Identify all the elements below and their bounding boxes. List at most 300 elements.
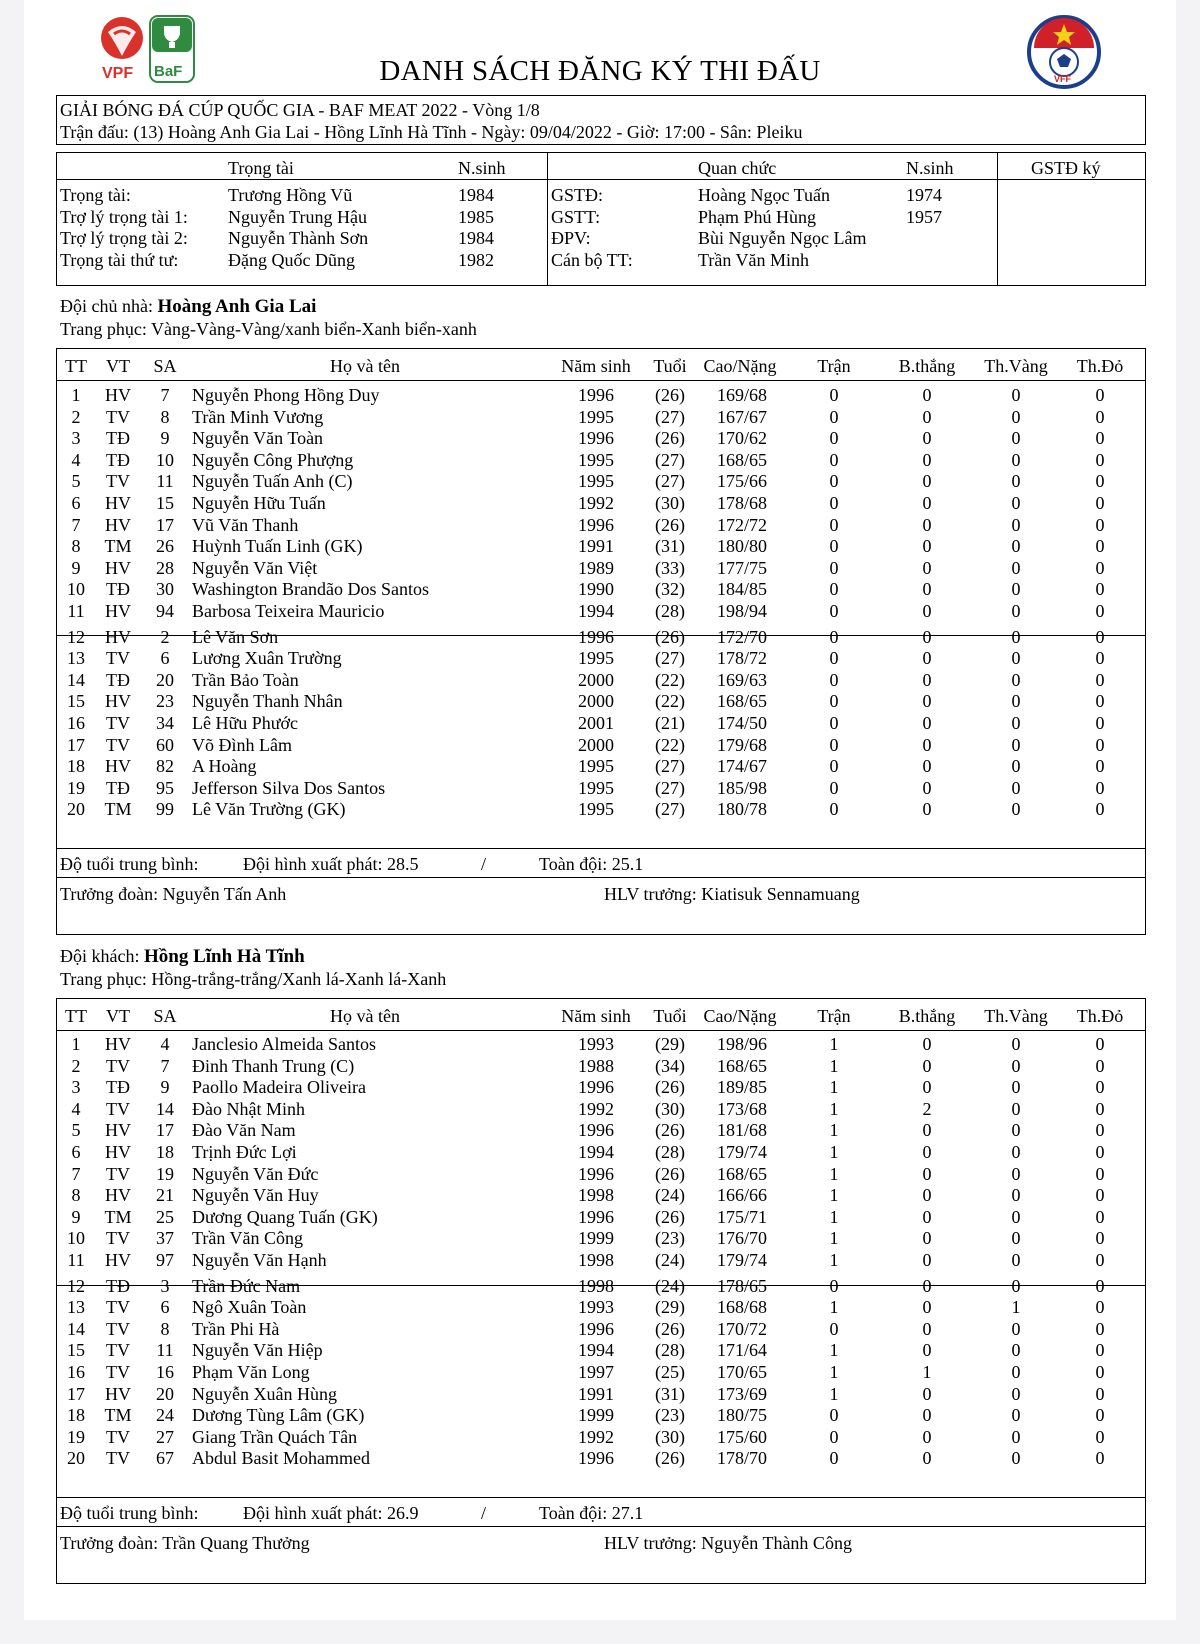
cell-matches: 0 — [829, 713, 839, 733]
cell-tt: 1 — [71, 1034, 81, 1054]
table-row — [0, 1426, 1200, 1448]
cell-name: Đào Văn Nam — [192, 1120, 296, 1141]
cell-tt: 3 — [71, 1077, 81, 1098]
cell-red: 0 — [1095, 1275, 1105, 1296]
cell-red: 0 — [1095, 557, 1105, 578]
cell-red: 0 — [1095, 406, 1105, 427]
table-row — [0, 535, 1200, 557]
officials-divider-2 — [997, 152, 998, 286]
cell-goals: 0 — [922, 1142, 932, 1162]
cell-age: (25) — [655, 1362, 685, 1382]
cell-yellow: 0 — [1011, 1142, 1021, 1162]
cell-sa: 6 — [160, 648, 170, 669]
vpf-logo-text: VPF — [102, 65, 134, 82]
cell-sa: 25 — [156, 1206, 174, 1227]
cell-tt: 4 — [71, 1098, 81, 1119]
cell-yellow: 0 — [1011, 713, 1021, 733]
cell-age: (28) — [655, 1340, 685, 1361]
cell-tt: 11 — [67, 601, 85, 621]
column-header-yellow: Th.Vàng — [984, 356, 1048, 376]
cell-name: Abdul Basit Mohammed — [192, 1448, 370, 1469]
cell-vt: TV — [106, 734, 130, 755]
cell-year: 1997 — [578, 1362, 614, 1382]
cell-matches: 0 — [829, 579, 839, 600]
cell-red: 0 — [1095, 493, 1105, 513]
cell-sa: 37 — [156, 1228, 174, 1249]
official-name: Trần Văn Minh — [698, 250, 810, 271]
official-role: GSTĐ: — [551, 185, 604, 205]
cell-goals: 0 — [922, 648, 932, 669]
official-role: Cán bộ TT: — [551, 250, 633, 271]
away-avg-age-start: Đội hình xuất phát: 26.9 — [243, 1503, 419, 1523]
cell-tt: 20 — [67, 799, 85, 820]
cell-height-weight: 175/71 — [716, 1206, 767, 1227]
cell-height-weight: 178/65 — [716, 1275, 767, 1296]
table-row — [0, 755, 1200, 777]
cell-tt: 5 — [71, 1120, 81, 1141]
cell-yellow: 0 — [1011, 1163, 1021, 1184]
cell-age: (24) — [655, 1250, 685, 1270]
cell-red: 0 — [1095, 1142, 1105, 1162]
cell-age: (26) — [655, 626, 685, 647]
cell-sa: 17 — [156, 514, 174, 535]
cell-matches: 1 — [829, 1206, 839, 1227]
cell-vt: TV — [106, 1228, 130, 1249]
cell-goals: 0 — [922, 1383, 932, 1404]
cell-matches: 0 — [829, 471, 839, 492]
cell-matches: 1 — [829, 1228, 839, 1249]
table-row — [0, 1206, 1200, 1228]
cell-sa: 9 — [160, 1077, 170, 1098]
cell-name: Giang Trần Quách Tân — [192, 1426, 358, 1447]
cell-goals: 0 — [922, 1318, 932, 1339]
cell-yellow: 0 — [1011, 1383, 1021, 1404]
cell-height-weight: 170/72 — [716, 1318, 767, 1339]
cell-red: 0 — [1095, 1250, 1105, 1270]
cell-goals: 0 — [922, 1250, 932, 1270]
cell-sa: 60 — [156, 734, 174, 755]
cell-sa: 24 — [156, 1405, 174, 1426]
cell-red: 0 — [1095, 1362, 1105, 1382]
cell-tt: 13 — [67, 1297, 85, 1318]
table-row — [0, 777, 1200, 799]
cell-red: 0 — [1095, 471, 1105, 492]
cell-height-weight: 177/75 — [716, 557, 767, 578]
official-name: Bùi Nguyễn Ngọc Lâm — [698, 228, 867, 249]
cell-age: (27) — [655, 756, 685, 777]
table-row — [0, 1339, 1200, 1361]
official-birth-year: 1957 — [906, 206, 942, 227]
cell-matches: 0 — [829, 514, 839, 535]
cell-sa: 99 — [156, 799, 174, 820]
cell-year: 1995 — [578, 648, 614, 669]
column-header-vt: VT — [106, 356, 130, 376]
cell-year: 1996 — [578, 1318, 614, 1339]
cell-age: (29) — [655, 1034, 685, 1054]
cell-height-weight: 167/67 — [716, 406, 767, 427]
table-row — [0, 1383, 1200, 1405]
cell-age: (23) — [655, 1228, 685, 1249]
cell-yellow: 0 — [1011, 406, 1021, 427]
cell-matches: 0 — [829, 648, 839, 669]
cell-height-weight: 178/70 — [716, 1448, 767, 1469]
cell-red: 0 — [1095, 1340, 1105, 1361]
cell-vt: TM — [104, 1405, 132, 1426]
cell-year: 1996 — [578, 626, 614, 647]
cell-year: 1996 — [578, 1163, 614, 1184]
cell-sa: 19 — [156, 1163, 174, 1184]
column-header-vt: VT — [106, 1006, 130, 1026]
cell-yellow: 0 — [1011, 669, 1021, 690]
cell-goals: 1 — [922, 1362, 932, 1382]
cell-yellow: 0 — [1011, 1098, 1021, 1119]
cell-height-weight: 169/63 — [716, 669, 767, 690]
table-row — [0, 1184, 1200, 1206]
cell-sa: 6 — [160, 1297, 170, 1318]
cell-height-weight: 179/74 — [716, 1142, 767, 1162]
vff-logo-text: VFF — [1054, 74, 1071, 84]
cell-goals: 0 — [922, 1055, 932, 1076]
cell-height-weight: 179/68 — [716, 734, 767, 755]
cell-sa: 82 — [156, 756, 174, 777]
cell-name: Nguyễn Văn Hạnh — [192, 1250, 327, 1270]
cell-age: (26) — [655, 1206, 685, 1227]
table-row — [0, 427, 1200, 449]
official-role: GSTT: — [551, 206, 601, 227]
cell-vt: HV — [105, 1383, 131, 1404]
cell-red: 0 — [1095, 1426, 1105, 1447]
official-name: Phạm Phú Hùng — [698, 206, 817, 227]
cell-age: (33) — [655, 557, 685, 578]
cell-vt: TĐ — [106, 1275, 130, 1296]
cell-year: 1995 — [578, 406, 614, 427]
cell-age: (34) — [655, 1055, 685, 1076]
table-row — [0, 1033, 1200, 1055]
cell-yellow: 0 — [1011, 1275, 1021, 1296]
cell-yellow: 0 — [1011, 648, 1021, 669]
referee-name: Nguyễn Trung Hậu — [228, 206, 368, 227]
cell-red: 0 — [1095, 1034, 1105, 1054]
cell-tt: 10 — [67, 1228, 85, 1249]
officials-header-birth-2: N.sinh — [906, 158, 954, 178]
cell-red: 0 — [1095, 1098, 1105, 1119]
cell-yellow: 0 — [1011, 1250, 1021, 1270]
cell-tt: 15 — [67, 691, 85, 712]
cell-sa: 97 — [156, 1250, 174, 1270]
cell-red: 0 — [1095, 648, 1105, 669]
cell-matches: 0 — [829, 1318, 839, 1339]
home-team-heading — [60, 295, 316, 318]
column-header-tt: TT — [65, 1006, 87, 1026]
table-row — [0, 1119, 1200, 1141]
cell-matches: 1 — [829, 1163, 839, 1184]
cell-goals: 2 — [922, 1098, 932, 1119]
cell-sa: 21 — [156, 1185, 174, 1206]
cell-vt: TĐ — [106, 449, 130, 470]
cell-tt: 17 — [67, 1383, 85, 1404]
cell-matches: 0 — [829, 385, 839, 405]
cell-height-weight: 170/62 — [716, 428, 767, 449]
cell-name: Lê Hữu Phước — [192, 713, 299, 733]
cell-age: (27) — [655, 648, 685, 669]
home-team-leader: Trưởng đoàn: Nguyễn Tấn Anh — [60, 884, 287, 904]
cell-age: (27) — [655, 799, 685, 820]
cell-year: 1999 — [578, 1228, 614, 1249]
table-row — [0, 514, 1200, 536]
cell-height-weight: 185/98 — [716, 777, 767, 798]
cell-goals: 0 — [922, 536, 932, 557]
cell-name: Trần Minh Vương — [192, 406, 324, 427]
table-row — [0, 1163, 1200, 1185]
cell-goals: 0 — [922, 493, 932, 513]
cell-goals: 0 — [922, 1448, 932, 1469]
cell-height-weight: 172/70 — [716, 626, 767, 647]
cell-year: 2000 — [578, 691, 614, 712]
cell-age: (24) — [655, 1275, 685, 1296]
cell-tt: 11 — [67, 1250, 85, 1270]
cell-year: 1994 — [578, 1340, 614, 1361]
cell-goals: 0 — [922, 1034, 932, 1054]
cell-year: 1996 — [578, 1206, 614, 1227]
cell-yellow: 0 — [1011, 1340, 1021, 1361]
cell-red: 0 — [1095, 601, 1105, 621]
officials-header-sign: GSTĐ ký — [1031, 158, 1101, 178]
column-header-matches: Trận — [817, 1006, 851, 1026]
column-header-height-weight: Cao/Nặng — [703, 356, 777, 376]
cell-height-weight: 172/72 — [716, 514, 767, 535]
table-row — [0, 1296, 1200, 1318]
cell-matches: 0 — [829, 406, 839, 427]
cell-age: (28) — [655, 601, 685, 621]
cell-vt: TĐ — [106, 777, 130, 798]
table-row — [0, 449, 1200, 471]
cell-vt: TV — [106, 471, 130, 492]
away-summary-divider — [56, 1497, 1146, 1498]
home-avg-age-start: Đội hình xuất phát: 28.5 — [243, 854, 419, 874]
table-row — [0, 470, 1200, 492]
table-row — [0, 669, 1200, 691]
cell-yellow: 0 — [1011, 471, 1021, 492]
cell-matches: 0 — [829, 799, 839, 820]
cell-vt: TV — [106, 1098, 130, 1119]
table-row — [0, 1404, 1200, 1426]
cell-age: (27) — [655, 777, 685, 798]
cell-age: (26) — [655, 428, 685, 449]
cell-red: 0 — [1095, 536, 1105, 557]
cell-yellow: 0 — [1011, 1448, 1021, 1469]
table-row — [0, 1275, 1200, 1297]
away-head-coach: HLV trưởng: Nguyễn Thành Công — [604, 1533, 852, 1553]
cell-red: 0 — [1095, 713, 1105, 733]
cell-name: Võ Đình Lâm — [192, 734, 292, 755]
cell-sa: 10 — [156, 449, 174, 470]
cell-name: Paollo Madeira Oliveira — [192, 1077, 366, 1098]
cell-sa: 30 — [156, 579, 174, 600]
cell-tt: 7 — [71, 1163, 81, 1184]
cell-vt: TV — [106, 1318, 130, 1339]
officials-header-referee: Trọng tài — [228, 158, 294, 178]
cell-name: Barbosa Teixeira Mauricio — [192, 601, 385, 621]
cell-tt: 6 — [71, 1142, 81, 1162]
cell-vt: HV — [105, 626, 131, 647]
cell-age: (27) — [655, 449, 685, 470]
cell-tt: 2 — [71, 1055, 81, 1076]
cell-name: Phạm Văn Long — [192, 1362, 310, 1382]
cell-tt: 18 — [67, 756, 85, 777]
home-kit: Trang phục: Vàng-Vàng-Vàng/xanh biển-Xanh biển-xanh — [60, 319, 477, 339]
cell-goals: 0 — [922, 428, 932, 449]
cell-yellow: 0 — [1011, 385, 1021, 405]
cell-sa: 20 — [156, 1383, 174, 1404]
column-header-age: Tuổi — [653, 1006, 687, 1026]
cell-yellow: 0 — [1011, 536, 1021, 557]
cell-red: 0 — [1095, 1185, 1105, 1206]
cell-matches: 1 — [829, 1142, 839, 1162]
cell-matches: 1 — [829, 1055, 839, 1076]
cell-goals: 0 — [922, 799, 932, 820]
cell-vt: TĐ — [106, 669, 130, 690]
cell-age: (28) — [655, 1142, 685, 1162]
column-header-matches: Trận — [817, 356, 851, 376]
referee-birth-year: 1984 — [458, 228, 494, 249]
cell-age: (31) — [655, 536, 685, 557]
cell-year: 1989 — [578, 557, 614, 578]
cell-year: 1996 — [578, 1120, 614, 1141]
column-header-red: Th.Đỏ — [1076, 356, 1124, 376]
cell-vt: HV — [105, 514, 131, 535]
column-header-goals: B.thắng — [898, 1006, 956, 1026]
cell-name: Lương Xuân Trường — [192, 648, 342, 669]
away-leader-divider — [56, 1526, 1146, 1527]
cell-red: 0 — [1095, 756, 1105, 777]
away-avg-age-label: Độ tuổi trung bình: — [60, 1503, 199, 1523]
referee-birth-year: 1985 — [458, 206, 494, 227]
cell-matches: 0 — [829, 536, 839, 557]
cell-tt: 12 — [67, 1275, 85, 1296]
cell-age: (27) — [655, 471, 685, 492]
cell-yellow: 0 — [1011, 691, 1021, 712]
cell-age: (22) — [655, 669, 685, 690]
cell-height-weight: 175/60 — [716, 1426, 767, 1447]
cell-year: 1996 — [578, 1077, 614, 1098]
cell-height-weight: 181/68 — [716, 1120, 767, 1141]
cell-vt: TĐ — [106, 428, 130, 449]
cell-goals: 0 — [922, 1077, 932, 1098]
cell-name: Nguyễn Phong Hồng Duy — [192, 385, 380, 405]
cell-red: 0 — [1095, 1163, 1105, 1184]
column-header-sa: SA — [153, 356, 177, 376]
column-header-yellow: Th.Vàng — [984, 1006, 1048, 1026]
table-row — [0, 647, 1200, 669]
cell-tt: 17 — [67, 734, 85, 755]
referee-name: Nguyễn Thành Sơn — [228, 228, 369, 249]
cell-matches: 1 — [829, 1340, 839, 1361]
cell-tt: 6 — [71, 493, 81, 513]
cell-height-weight: 180/75 — [716, 1405, 767, 1426]
cell-name: Nguyễn Hữu Tuấn — [192, 493, 326, 513]
cell-matches: 0 — [829, 1448, 839, 1469]
cell-name: Trần Phi Hà — [192, 1318, 280, 1339]
table-row — [0, 1076, 1200, 1098]
column-header-goals: B.thắng — [898, 356, 956, 376]
cell-red: 0 — [1095, 385, 1105, 405]
cell-sa: 2 — [160, 626, 170, 647]
table-row — [0, 1141, 1200, 1163]
cell-vt: HV — [105, 1120, 131, 1141]
cell-sa: 28 — [156, 557, 174, 578]
cell-name: Trần Văn Công — [192, 1228, 304, 1249]
cell-matches: 1 — [829, 1185, 839, 1206]
cell-name: Washington Brandão Dos Santos — [192, 579, 430, 600]
cell-goals: 0 — [922, 1163, 932, 1184]
cell-height-weight: 168/65 — [716, 691, 767, 712]
cell-sa: 18 — [156, 1142, 174, 1162]
cell-vt: TM — [104, 536, 132, 557]
cell-vt: HV — [105, 385, 131, 405]
cell-vt: HV — [105, 756, 131, 777]
cell-tt: 8 — [71, 536, 81, 557]
cell-goals: 0 — [922, 1206, 932, 1227]
cell-yellow: 0 — [1011, 1055, 1021, 1076]
cell-red: 0 — [1095, 1297, 1105, 1318]
cell-goals: 0 — [922, 1405, 932, 1426]
cell-vt: TV — [106, 1448, 130, 1469]
cell-vt: TV — [106, 648, 130, 669]
cell-height-weight: 170/65 — [716, 1362, 767, 1382]
cell-red: 0 — [1095, 1405, 1105, 1426]
cell-yellow: 0 — [1011, 1318, 1021, 1339]
cell-goals: 0 — [922, 385, 932, 405]
referee-role: Trọng tài thứ tư: — [60, 250, 179, 271]
officials-divider-1 — [547, 152, 548, 286]
cell-yellow: 0 — [1011, 601, 1021, 621]
cell-goals: 0 — [922, 1228, 932, 1249]
cell-age: (26) — [655, 1318, 685, 1339]
cell-age: (26) — [655, 1120, 685, 1141]
table-row — [0, 1098, 1200, 1120]
cell-sa: 4 — [160, 1034, 170, 1054]
referee-role: Trợ lý trọng tài 1: — [60, 206, 188, 227]
cell-tt: 18 — [67, 1405, 85, 1426]
cell-vt: HV — [105, 1142, 131, 1162]
cell-tt: 16 — [67, 713, 85, 733]
cell-height-weight: 178/68 — [716, 493, 767, 513]
cell-height-weight: 176/70 — [716, 1228, 767, 1249]
cell-age: (22) — [655, 734, 685, 755]
official-birth-year: 1974 — [906, 185, 942, 205]
cell-name: Lê Văn Trường (GK) — [192, 799, 346, 820]
cell-vt: TM — [104, 799, 132, 820]
away-team-leader: Trưởng đoàn: Trần Quang Thưởng — [60, 1533, 310, 1553]
cell-vt: TĐ — [106, 579, 130, 600]
cell-name: Nguyễn Tuấn Anh (C) — [192, 471, 353, 492]
cell-tt: 14 — [67, 1318, 85, 1339]
home-team-name: Hoàng Anh Gia Lai — [157, 296, 317, 317]
cell-name: Nguyễn Văn Toàn — [192, 428, 324, 449]
cell-goals: 0 — [922, 756, 932, 777]
cell-name: Trần Bảo Toàn — [192, 669, 299, 690]
cell-yellow: 0 — [1011, 428, 1021, 449]
cell-goals: 0 — [922, 449, 932, 470]
cell-tt: 19 — [67, 1426, 85, 1447]
cell-goals: 0 — [922, 713, 932, 733]
cell-height-weight: 179/74 — [716, 1250, 767, 1270]
cell-name: Trần Đức Nam — [192, 1275, 301, 1296]
cell-height-weight: 171/64 — [716, 1340, 767, 1361]
cell-yellow: 0 — [1011, 1185, 1021, 1206]
cell-name: Jefferson Silva Dos Santos — [192, 777, 386, 798]
cell-sa: 8 — [160, 406, 170, 427]
